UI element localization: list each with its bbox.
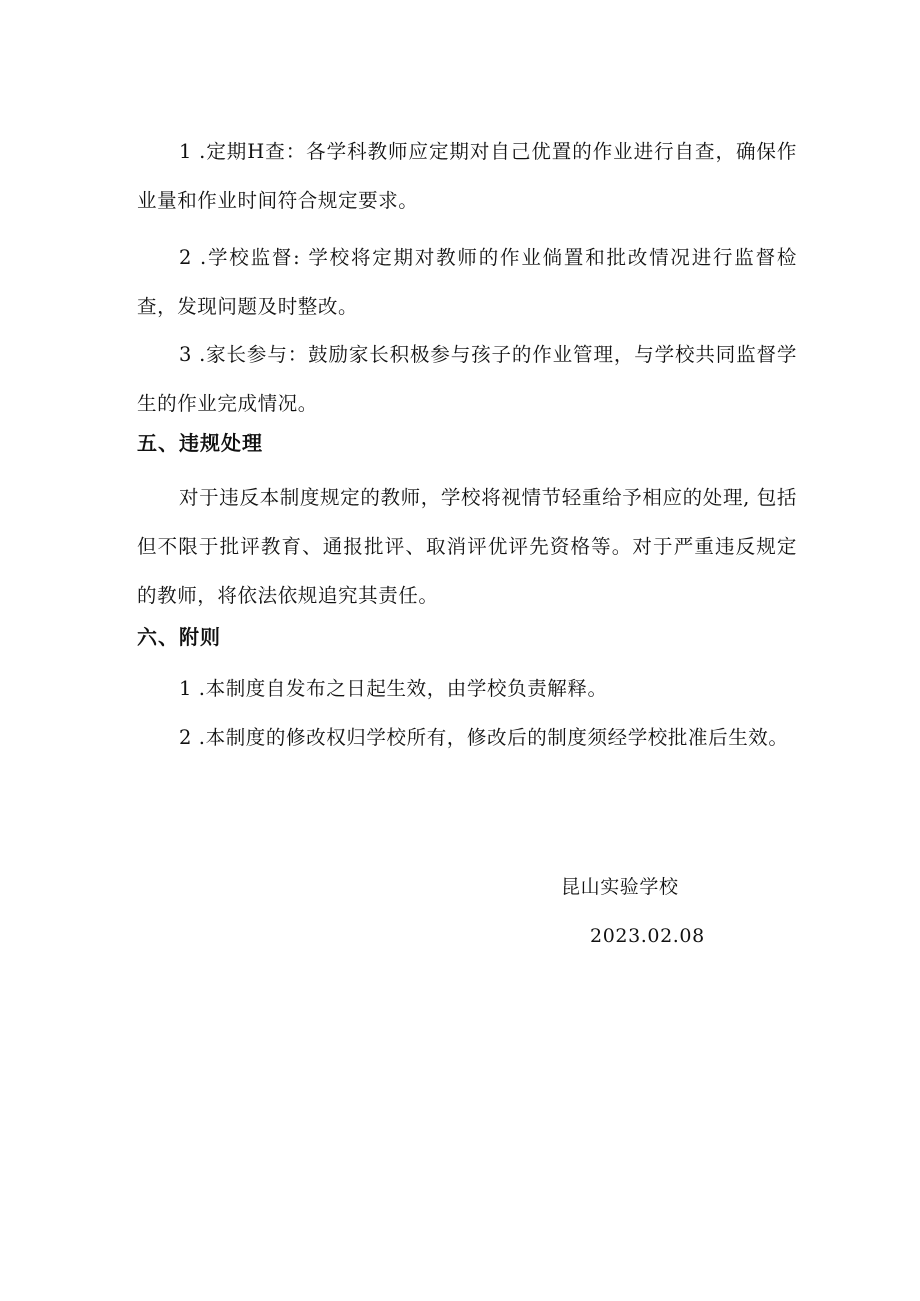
signature-date: 2023.02.08 (590, 925, 705, 947)
signature-school: 昆山实验学校 (561, 876, 679, 898)
violations-paragraph: 对于违反本制度规定的教师，学校将视情节轻重给予相应的处理, 包括但不限于批评教育、通报批评、取消评优评先资格等。对于严重违反规定的教师，将依法依规追究其责任。 (137, 486, 797, 607)
supervision-item-2: 2 .学校监督: 学校将定期对教师的作业倘置和批改情况进行监督检查，发现问题及时整改。 (137, 246, 797, 318)
section-heading-violations: 五、违规处理 (137, 431, 263, 455)
supervision-item-3: 3 .家长参与：鼓励家长积极参与孩子的作业管理，与学校共同监督学生的作业完成情况。 (137, 343, 797, 415)
appendix-item-2: 2 .本制度的修改权归学校所有，修改后的制度须经学校批准后生效。 (179, 726, 789, 749)
appendix-item-1: 1 .本制度自发布之日起生效，由学校负责解释。 (179, 677, 608, 700)
supervision-item-1: 1 .定期H查：各学科教师应定期对自己优置的作业进行自查，确保作业量和作业时间符合规定要求。 (137, 140, 797, 212)
section-heading-appendix: 六、附则 (137, 625, 221, 649)
